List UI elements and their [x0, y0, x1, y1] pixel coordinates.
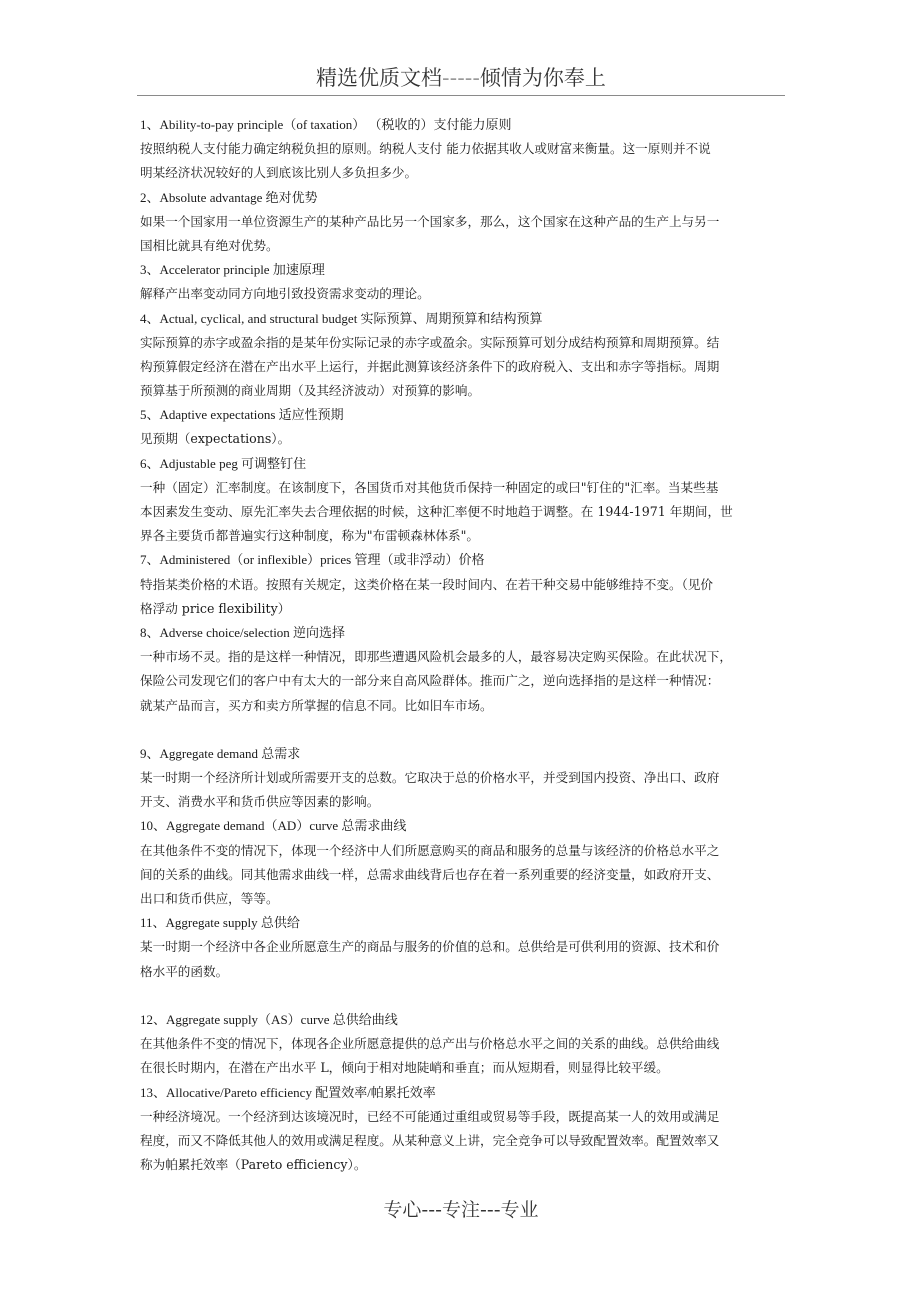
entry-definition-line: 在其他条件不变的情况下，体现各企业所愿意提供的总产出与价格总水平之间的关系的曲线。总供给曲线 [140, 1036, 720, 1052]
entry-term: 11、Aggregate supply 总供给 [140, 915, 300, 931]
entry-term: 6、Adjustable peg 可调整钉住 [140, 455, 307, 471]
entry-definition-line: 预算基于所预测的商业周期（及其经济波动）对预算的影响。 [140, 383, 481, 399]
entry-term: 7、Administered（or inflexible）prices 管理（或非浮动）价格 [140, 552, 485, 568]
entry-definition-line: 就某产品而言，买方和卖方所掌握的信息不同。比如旧车市场。 [140, 697, 493, 713]
entry-term: 8、Adverse choice/selection 逆向选择 [140, 624, 346, 640]
glossary-entry [140, 258, 788, 306]
entry-definition-line: 如果一个国家用一单位资源生产的某种产品比另一个国家多，那么，这个国家在这种产品的生产上与另一 [140, 213, 720, 229]
entry-definition-line: 格水平的函数。 [140, 963, 229, 979]
entry-definition-line: 开支、消费水平和货币供应等因素的影响。 [140, 794, 380, 810]
entry-term: 4、Actual, cyclical, and structural budget 实际预算、周期预算和结构预算 [140, 310, 543, 326]
page-footer: 专心---专注---专业 [383, 1199, 539, 1221]
entry-definition-line: 特指某类价格的术语。按照有关规定，这类价格在某一段时间内、在若干种交易中能够维持不变。（见价 [140, 576, 714, 592]
entry-definition-line: 格浮动 price flexibility） [140, 600, 291, 616]
glossary-entry [140, 403, 788, 451]
entry-term: 1、Ability-to-pay principle（of taxation） （税收的）支付能力原则 [140, 117, 512, 132]
entry-definition-line: 明某经济状况较好的人到底该比别人多负担多少。 [140, 165, 418, 181]
page-header: 精选优质文档-----倾情为你奉上 [316, 66, 606, 90]
glossary-content [140, 113, 788, 1177]
glossary-entry [140, 452, 788, 549]
entry-term: 12、Aggregate supply（AS）curve 总供给曲线 [140, 1011, 398, 1027]
entry-definition-line: 在其他条件不变的情况下，体现一个经济中人们所愿意购买的商品和服务的总量与该经济的价格总水平之 [140, 842, 720, 858]
entry-definition-line: 保险公司发现它们的客户中有太大的一部分来自高风险群体。推而广之，逆向选择指的是这样一种情况： [140, 673, 720, 689]
entry-definition-line: 在很长时期内，在潜在产出水平 L，倾向于相对地陡峭和垂直；而从短期看，则显得比较平缓。 [140, 1060, 669, 1076]
entry-definition-line: 出口和货币供应，等等。 [140, 891, 279, 906]
entry-definition-line: 程度，而又不降低其他人的效用或满足程度。从某种意义上讲，完全竞争可以导致配置效率。配置效率又 [140, 1132, 720, 1148]
entry-definition-line: 国相比就具有绝对优势。 [140, 237, 279, 253]
entry-term: 13、Allocative/Pareto efficiency 配置效率/帕累托效率 [140, 1084, 436, 1100]
glossary-entry [140, 742, 788, 815]
glossary-entry [140, 814, 788, 911]
glossary-entry [140, 307, 788, 404]
glossary-entry [140, 113, 788, 186]
entry-term: 3、Accelerator principle 加速原理 [140, 262, 325, 278]
entry-definition-line: 按照纳税人支付能力确定纳税负担的原则。纳税人支付 能力依据其收人或财富来衡量。这一原则并不说 [140, 141, 711, 157]
entry-definition-line: 见预期（expectations）。 [140, 431, 291, 447]
entry-definition-line: 实际预算的赤字或盈余指的是某年份实际记录的赤字或盈余。实际预算可划分成结构预算和周期预算。结 [140, 334, 720, 350]
header-rule [137, 95, 785, 96]
entry-term: 10、Aggregate demand（AD）curve 总需求曲线 [140, 818, 407, 834]
blank-line [140, 984, 788, 1008]
entry-term: 2、Absolute advantage 绝对优势 [140, 189, 318, 205]
entry-definition-line: 解释产出率变动同方向地引致投资需求变动的理论。 [140, 286, 430, 302]
entry-definition-line: 本因素发生变动、原先汇率失去合理依据的时候，这种汇率便不时地趋于调整。在 1944-1971 年期间，世 [140, 504, 733, 519]
entry-definition-line: 构预算假定经济在潜在产出水平上运行，并据此测算该经济条件下的政府税入、支出和赤字等指标。周期 [140, 358, 720, 374]
entry-definition-line: 间的关系的曲线。同其他需求曲线一样，总需求曲线背后也存在着一系列重要的经济变量，如政府开支、 [140, 866, 720, 882]
entry-definition-line: 某一时期一个经济所计划或所需要开支的总数。它取决于总的价格水平，并受到国内投资、净出口、政府 [140, 770, 720, 786]
glossary-entry [140, 1008, 788, 1081]
glossary-entry [140, 621, 788, 742]
entry-definition-line: 一种（固定）汇率制度。在该制度下，各国货币对其他货币保持一种固定的或曰"钉住的"汇率。当某些基 [140, 479, 719, 495]
glossary-entry [140, 548, 788, 621]
glossary-entry [140, 186, 788, 259]
glossary-entry [140, 1081, 788, 1178]
blank-line [140, 718, 788, 742]
glossary-entry [140, 911, 788, 1008]
entry-term: 9、Aggregate demand 总需求 [140, 745, 301, 761]
entry-definition-line: 称为帕累托效率（Pareto efficiency）。 [140, 1157, 367, 1173]
entry-definition-line: 一种市场不灵。指的是这样一种情况，即那些遭遇风险机会最多的人，最容易决定购买保险。在此状况下， [140, 649, 732, 665]
entry-term: 5、Adaptive expectations 适应性预期 [140, 407, 344, 423]
entry-definition-line: 界各主要货币都普遍实行这种制度，称为"布雷顿森林体系"。 [140, 528, 480, 544]
entry-definition-line: 某一时期一个经济中各企业所愿意生产的商品与服务的价值的总和。总供给是可供利用的资源、技术和价 [140, 939, 720, 955]
entry-definition-line: 一种经济境况。一个经济到达该境况时，已经不可能通过重组或贸易等手段，既提高某一人的效用或满足 [140, 1108, 720, 1124]
